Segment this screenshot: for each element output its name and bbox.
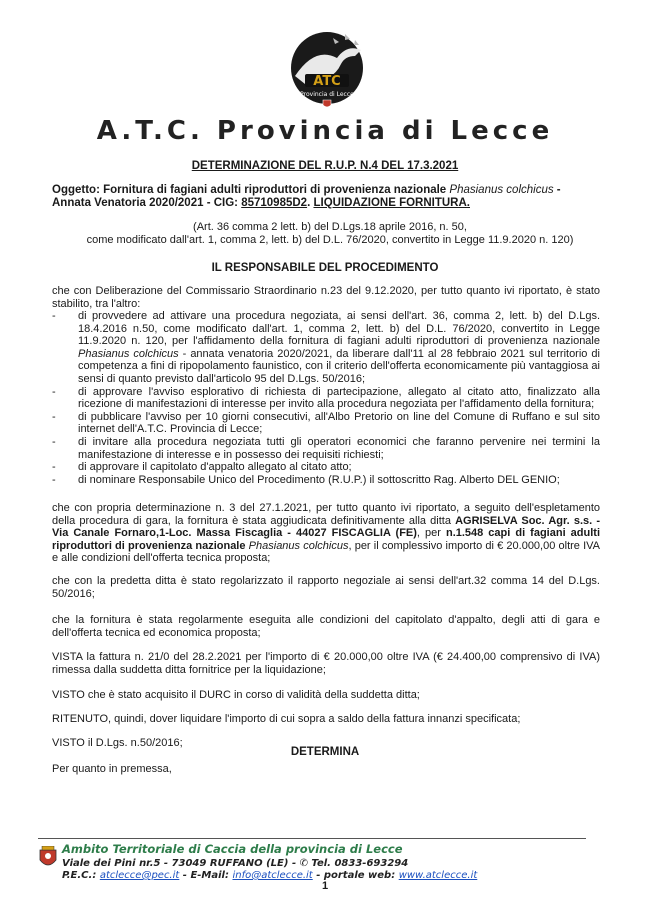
footer-links: P.E.C.: atclecce@pec.it - E-Mail: info@atclecce.it - portale web: www.atclecce.it [62, 870, 478, 881]
dlgs-paragraph: VISTO il D.Lgs. n.50/2016; [52, 737, 183, 749]
durc-paragraph: VISTO che è stato acquisito il DURC in corso di validità della suddetta ditta; [52, 689, 420, 701]
contract-paragraph: che con la predetta ditta è stato regolarizzato il rapporto negoziale ai sensi dell'art.32 comma 14 del D.Lgs. 50/2016; [52, 575, 600, 600]
intro-paragraph: che con Deliberazione del Commissario Straordinario n.23 del 9.12.2020, per tutto quanto ivi riportato, è stato stabilito, tra l'altro: [52, 285, 600, 310]
execution-paragraph: che la fornitura è stata regolarmente eseguita alle condizioni del capitolato d'appalto, degli atti di gara e dell'offerta tecnica ed economica proposta; [52, 614, 600, 639]
list-item: - di provvedere ad attivare una procedura negoziata, ai sensi dell'art. 36, comma 2, lett. b) del D.Lgs. 18.4.2016 n.50, come modificato dall'art. 1, comma 2, lett. b) del D.L. 76/2020, convertito in Legge 11.9.2020 n. 120, per l'affidamento della fornitura di fagiani adulti riproduttori di provenienza nazionale Phasianus colchicus - annata venatoria 2020/2021, da liberare dall'11 al 28 febbraio 2021 sul territorio di competenza a fini di ripopolamento faunistico, con il criterio dell'offerta economicamente più vantaggiosa ai sensi di quanto previsto dall'articolo 95 del D.Lgs. 50/2016; [52, 310, 600, 385]
footer-org-name: Ambito Territoriale di Caccia della provincia di Lecce [62, 842, 403, 856]
list-item: - di approvare l'avviso esplorativo di richiesta di partecipazione, allegato al citato atto, finalizzato alla ricezione di manifestazioni di interesse per invito alla procedura negoziata per l'affidamento della fornitura; [52, 385, 600, 411]
determina-heading: DETERMINA [290, 746, 360, 758]
list-item: - di nominare Responsabile Unico del Procedimento (R.U.P.) il sottoscritto Rag. Alberto DEL GENIO; [52, 473, 560, 486]
list-item: - di invitare alla procedura negoziata tutti gli operatori economici che faranno pervenire nei termini la manifestazione di interesse e in possesso dei requisiti richiesti; [52, 435, 600, 461]
email-link[interactable]: info@atclecce.it [232, 870, 313, 881]
logo-caption: Provincia di Lecce [300, 91, 354, 98]
premessa-paragraph: Per quanto in premessa, [52, 763, 172, 775]
subject-prefix: Oggetto: Fornitura di fagiani adulti riproduttori di provenienza nazionale [52, 184, 450, 196]
subject-species: Phasianus colchicus [449, 184, 554, 196]
ritenuto-paragraph: RITENUTO, quindi, dover liquidare l'importo di cui sopra a saldo della fattura innanzi specificata; [52, 713, 521, 725]
coat-of-arms-icon [38, 846, 58, 872]
organization-title: A.T.C. Provincia di Lecce [96, 116, 554, 146]
website-link[interactable]: www.atclecce.it [398, 870, 478, 881]
page-number: 1 [321, 880, 329, 892]
legal-reference-line: come modificato dall'art. 1, comma 2, lett. b) del D.L. 76/2020, convertito in Legge 11.9.2020 n. 120) [86, 234, 574, 246]
award-paragraph: che con propria determinazione n. 3 del 27.1.2021, per tutto quanto ivi riportato, a seguito dell'espletamento della procedura di gara, la fornitura è stata aggiudicata definitivamente alla ditta AGRISELVA Soc. Agr. s.s. - Via Canale Fornaro,1-Loc. Massa Fiscaglia - 44027 FISCAGLIA (FE), per n.1.548 capi di fagiani adulti riproduttori di provenienza nazionale Phasianus colchicus, per il complessivo importo di € 20.000,00 oltre IVA e alle condizioni dell'offerta tecnica proposta; [52, 502, 600, 565]
footer-contacts [62, 842, 582, 881]
subject-mid: - Annata Venatoria 2020/2021 - CIG: [52, 184, 561, 209]
list-item: - di approvare il capitolato d'appalto allegato al citato atto; [52, 461, 352, 474]
determination-title: DETERMINAZIONE DEL R.U.P. N.4 DEL 17.3.2021 [191, 160, 459, 172]
footer-divider [38, 838, 586, 839]
invoice-paragraph: VISTA la fattura n. 21/0 del 28.2.2021 per l'importo di € 20.000,00 oltre IVA (€ 24.400,00 comprensivo di IVA) rimessa dalla suddetta ditta fornitrice per la liquidazione; [52, 651, 600, 676]
legal-reference-line: (Art. 36 comma 2 lett. b) del D.Lgs.18 aprile 2016, n. 50, [193, 221, 467, 233]
subject-cig: 85710985D2 [241, 197, 308, 209]
decision-list [52, 310, 600, 486]
legal-references [60, 221, 600, 247]
subject-paragraph [52, 184, 600, 210]
subject-liquidazione: LIQUIDAZIONE FORNITURA. [313, 197, 470, 209]
section-heading-responsabile: IL RESPONSABILE DEL PROCEDIMENTO [211, 262, 439, 274]
logo-brand: ATC [313, 74, 341, 89]
atc-logo [275, 26, 375, 112]
footer-address: Viale dei Pini nr.5 - 73049 RUFFANO (LE) - ✆ Tel. 0833-693294 [62, 858, 409, 869]
list-item: - di pubblicare l'avviso per 10 giorni consecutivi, all'Albo Pretorio on line del Comune di Ruffano e sul sito internet dell'A.T.C. Provincia di Lecce; [52, 410, 600, 436]
pec-link[interactable]: atclecce@pec.it [99, 870, 180, 881]
subject-sep: . [307, 197, 314, 209]
